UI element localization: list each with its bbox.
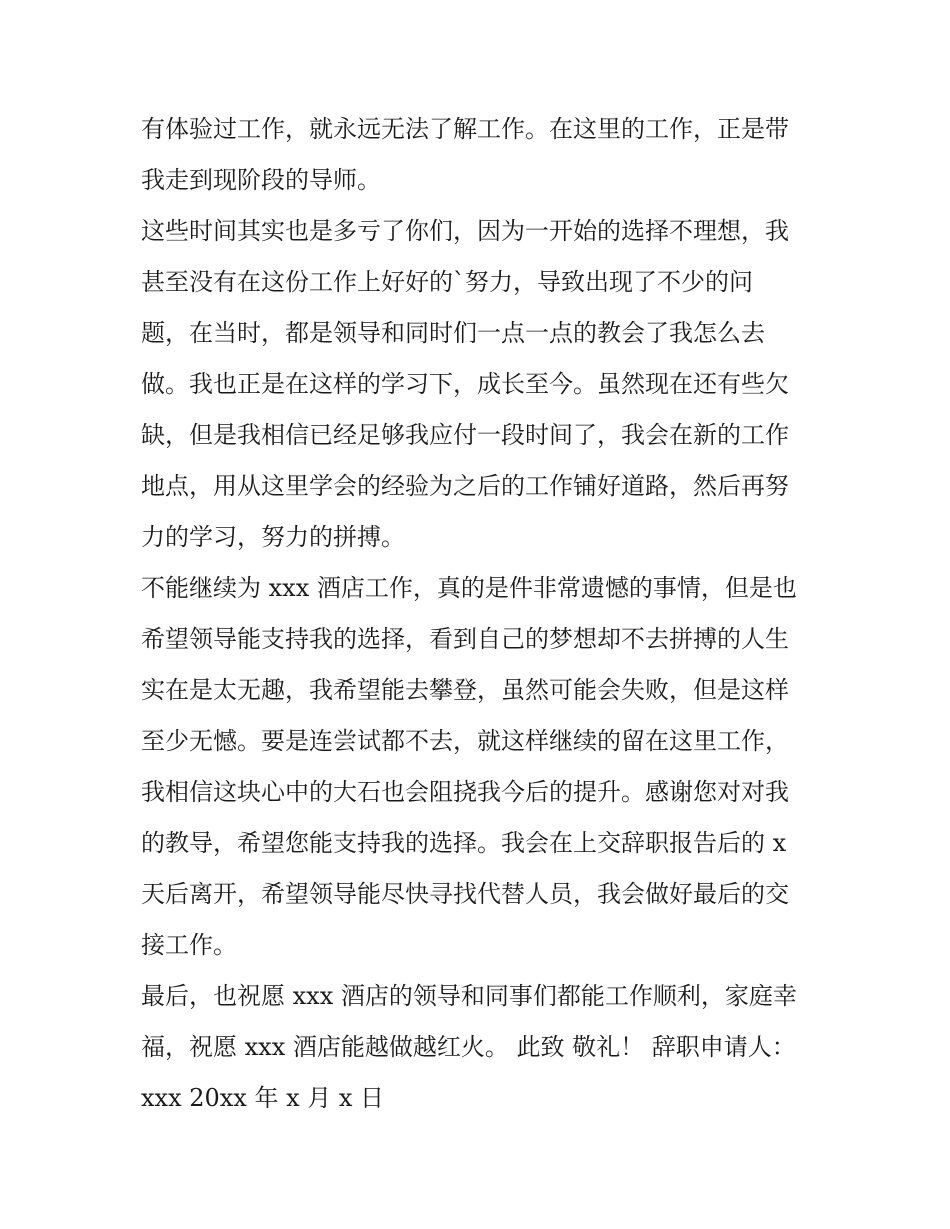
text-line: 地点，用从这里学会的经验为之后的工作铺好道路，然后再努 xyxy=(141,472,789,500)
text-line: 做。我也正是在这样的学习下，成长至今。虽然现在还有些欠 xyxy=(141,370,789,398)
text-line: 接工作。 xyxy=(141,931,237,959)
text-line: 最后，也祝愿 xxx 酒店的领导和同事们都能工作顺利，家庭幸 xyxy=(141,982,797,1010)
text-line: 我走到现阶段的导师。 xyxy=(141,166,381,194)
signature-date-line: xxx 20xx 年 x 月 x 日 xyxy=(141,1084,385,1112)
text-line: 至少无憾。要是连尝试都不去，就这样继续的留在这里工作， xyxy=(141,727,789,755)
text-line: 这些时间其实也是多亏了你们，因为一开始的选择不理想，我 xyxy=(141,217,789,245)
text-line: 我相信这块心中的大石也会阻挠我今后的提升。感谢您对对我 xyxy=(141,778,789,806)
text-line: 天后离开，希望领导能尽快寻找代替人员，我会做好最后的交 xyxy=(141,880,789,908)
letter-body xyxy=(141,104,813,1124)
text-line: 缺，但是我相信已经足够我应付一段时间了，我会在新的工作 xyxy=(141,421,789,449)
text-line: 力的学习，努力的拼搏。 xyxy=(141,523,405,551)
text-line: 题，在当时，都是领导和同时们一点一点的教会了我怎么去 xyxy=(141,319,765,347)
text-line: 甚至没有在这份工作上好好的`努力，导致出现了不少的问 xyxy=(141,268,753,296)
text-line: 希望领导能支持我的选择，看到自己的梦想却不去拼搏的人生 xyxy=(141,625,789,653)
text-line: 不能继续为 xxx 酒店工作，真的是件非常遗憾的事情，但是也 xyxy=(141,574,797,602)
text-line: 福，祝愿 xxx 酒店能越做越红火。 此致 敬礼！ 辞职申请人： xyxy=(141,1033,796,1061)
text-line: 有体验过工作，就永远无法了解工作。在这里的工作，正是带 xyxy=(141,115,789,143)
text-line: 实在是太无趣，我希望能去攀登，虽然可能会失败，但是这样 xyxy=(141,676,789,704)
text-line: 的教导，希望您能支持我的选择。我会在上交辞职报告后的 x xyxy=(141,829,787,857)
